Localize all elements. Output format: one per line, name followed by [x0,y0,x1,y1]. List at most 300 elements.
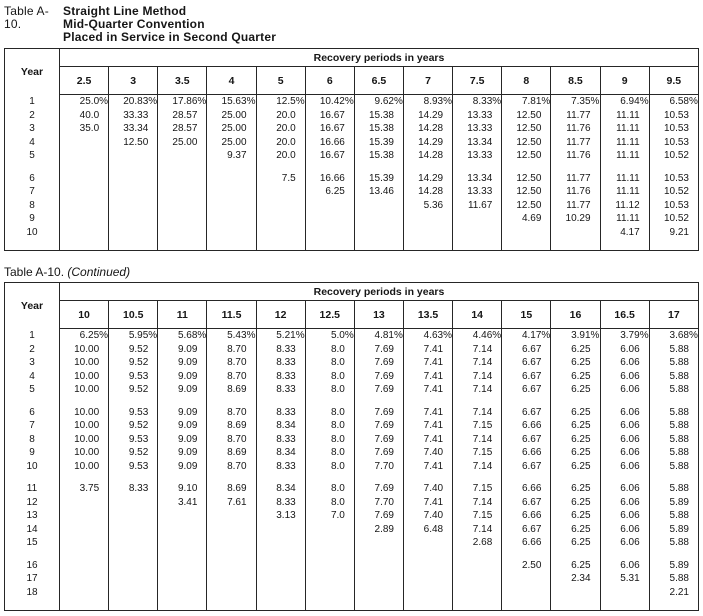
data-cell: 13.33 [453,122,502,136]
data-cell [158,559,207,573]
data-cell [60,536,109,550]
data-cell [403,536,452,550]
data-cell: 12.50 [502,185,551,199]
column-header-10: 10 [60,301,109,329]
data-cell: 7.69 [354,446,403,460]
data-cell: 6.67 [502,370,551,384]
data-cell [354,572,403,586]
data-cell: 9.09 [158,446,207,460]
data-cell: 7.14 [453,460,502,474]
data-cell [109,199,158,213]
data-cell: 5.89 [649,559,698,573]
data-cell: 11.76 [551,122,600,136]
spacer-cell [354,239,403,251]
data-cell: 8.0 [305,419,354,433]
spacer-cell [109,239,158,251]
data-cell: 10.53 [649,172,698,186]
table-row-year-7 [5,185,699,199]
depreciation-table-q2 [4,48,699,251]
data-cell: 7.70 [354,460,403,474]
data-cell: 6.25 [551,536,600,550]
spacer-cell [551,473,600,482]
table-row-year-15 [5,536,699,550]
data-cell: 15.63% [207,95,256,109]
data-cell: 7.69 [354,433,403,447]
data-cell: 7.69 [354,356,403,370]
data-cell [60,509,109,523]
data-cell [158,185,207,199]
year-cell: 4 [29,136,35,148]
data-cell: 3.41 [158,496,207,510]
table1-label: Table A-10. [4,4,49,31]
data-cell: 7.14 [453,433,502,447]
data-cell: 2.50 [502,559,551,573]
spacer-cell [649,550,698,559]
year-column-header: Year [5,49,60,95]
table-row-year-11 [5,482,699,496]
data-cell: 6.25 [551,482,600,496]
spacer-cell [109,550,158,559]
data-cell: 5.95% [109,329,158,343]
data-cell: 6.25 [551,370,600,384]
data-cell: 6.67 [502,356,551,370]
data-cell: 11.11 [600,149,649,163]
data-cell: 8.70 [207,356,256,370]
column-header-2.5: 2.5 [60,67,109,95]
data-cell [256,572,305,586]
data-cell: 8.34 [256,419,305,433]
data-cell [60,559,109,573]
data-cell: 6.66 [502,536,551,550]
data-cell: 5.88 [649,356,698,370]
year-cell: 16 [26,559,38,571]
data-cell: 5.88 [649,343,698,357]
spacer-cell [403,397,452,406]
data-cell: 10.00 [60,343,109,357]
data-cell: 7.15 [453,446,502,460]
data-cell: 8.33 [256,370,305,384]
data-cell: 9.52 [109,343,158,357]
data-cell [207,586,256,600]
data-cell: 9.53 [109,370,158,384]
table-row-year-17 [5,572,699,586]
table2-caption [4,265,699,279]
data-cell [109,523,158,537]
data-cell: 10.00 [60,406,109,420]
data-cell: 6.25 [305,185,354,199]
data-cell: 8.33 [109,482,158,496]
data-cell: 8.34 [256,446,305,460]
data-cell: 3.79% [600,329,649,343]
table-row-year-2 [5,343,699,357]
spacer-cell [600,163,649,172]
spacer-cell [354,473,403,482]
data-cell: 10.53 [649,136,698,150]
data-cell [453,572,502,586]
spacer-cell [502,473,551,482]
data-cell: 7.40 [403,446,452,460]
data-cell: 6.94% [600,95,649,109]
spacer-cell [109,397,158,406]
data-cell: 25.00 [207,136,256,150]
data-cell: 4.63% [403,329,452,343]
data-cell: 25.0% [60,95,109,109]
data-cell: 17.86% [158,95,207,109]
year-cell: 3 [29,123,35,135]
year-cell: 15 [26,537,38,549]
spacer-cell [109,473,158,482]
data-cell [109,586,158,600]
data-cell: 10.52 [649,212,698,226]
spacer-cell [354,599,403,611]
data-cell: 10.42% [305,95,354,109]
data-cell: 10.00 [60,370,109,384]
spacer-cell [60,239,109,251]
data-cell [109,226,158,240]
table-row-year-3 [5,356,699,370]
table-row-year-2 [5,109,699,123]
data-cell: 6.25% [60,329,109,343]
data-cell [158,536,207,550]
data-cell: 16.66 [305,172,354,186]
data-cell: 6.06 [600,509,649,523]
data-cell: 9.09 [158,419,207,433]
data-cell: 7.0 [305,509,354,523]
data-cell: 6.67 [502,343,551,357]
year-cell: 7 [29,420,35,432]
data-cell: 2.21 [649,586,698,600]
data-cell: 11.11 [600,122,649,136]
data-cell: 15.39 [354,136,403,150]
spacer-cell [256,163,305,172]
year-cell: 5 [29,150,35,162]
table2-continued-label: (Continued) [67,265,131,279]
data-cell: 6.06 [600,343,649,357]
data-cell: 10.53 [649,109,698,123]
data-cell: 8.33 [256,406,305,420]
depreciation-table-q2-continued [4,282,699,611]
data-cell [305,212,354,226]
spacer-cell [5,599,60,611]
data-cell: 7.41 [403,460,452,474]
data-cell: 13.34 [453,172,502,186]
data-cell: 11.77 [551,109,600,123]
data-cell: 7.15 [453,482,502,496]
data-cell: 6.06 [600,383,649,397]
data-cell: 5.88 [649,482,698,496]
year-cell: 2 [29,343,35,355]
year-cell: 6 [29,406,35,418]
year-cell: 17 [26,573,38,585]
data-cell: 7.14 [453,383,502,397]
data-cell [551,586,600,600]
spacer-cell [502,239,551,251]
data-cell: 8.33% [453,95,502,109]
spacer-cell [305,163,354,172]
column-header-5: 5 [256,67,305,95]
data-cell: 16.67 [305,109,354,123]
spacer-cell [305,599,354,611]
data-cell [305,586,354,600]
data-cell [158,212,207,226]
data-cell: 20.0 [256,122,305,136]
data-cell: 25.00 [207,109,256,123]
spacer-cell [453,473,502,482]
data-cell: 7.41 [403,406,452,420]
data-cell: 8.70 [207,343,256,357]
spacer-cell [354,163,403,172]
data-cell [600,586,649,600]
data-cell: 12.50 [109,136,158,150]
data-cell: 6.25 [551,356,600,370]
data-cell [109,496,158,510]
data-cell: 10.00 [60,383,109,397]
table-header [5,49,699,95]
data-cell: 6.25 [551,406,600,420]
spacer-cell [551,397,600,406]
spacer-cell [207,599,256,611]
data-cell: 8.33 [256,460,305,474]
data-cell: 11.76 [551,149,600,163]
data-cell: 6.25 [551,509,600,523]
column-header-11.5: 11.5 [207,301,256,329]
data-cell: 6.66 [502,509,551,523]
data-cell: 10.00 [60,460,109,474]
data-cell [256,212,305,226]
data-cell: 7.41 [403,343,452,357]
data-cell: 9.53 [109,460,158,474]
data-cell: 8.33 [256,356,305,370]
data-cell: 11.11 [600,185,649,199]
year-column-header: Year [5,283,60,329]
data-cell [109,509,158,523]
spacer-cell [256,397,305,406]
data-cell [158,199,207,213]
spacer-cell [109,599,158,611]
data-cell: 28.57 [158,122,207,136]
year-cell: 4 [29,370,35,382]
recovery-periods-header: Recovery periods in years [60,49,699,67]
data-cell: 5.88 [649,419,698,433]
data-cell: 10.53 [649,199,698,213]
data-cell: 6.25 [551,559,600,573]
data-cell: 6.66 [502,419,551,433]
table1-title-line-1: Straight Line Method [63,4,187,18]
year-cell: 14 [26,523,38,535]
data-cell: 9.37 [207,149,256,163]
data-cell [305,572,354,586]
data-cell: 20.0 [256,136,305,150]
data-cell [256,523,305,537]
table-row-year-8 [5,433,699,447]
year-cell: 8 [29,199,35,211]
data-cell [207,172,256,186]
data-cell [60,226,109,240]
data-cell [109,185,158,199]
data-cell: 6.25 [551,446,600,460]
data-cell: 6.25 [551,419,600,433]
data-cell [305,226,354,240]
table-row-year-4 [5,136,699,150]
data-cell [305,199,354,213]
data-cell [305,559,354,573]
data-cell: 4.17 [600,226,649,240]
year-cell: 12 [26,496,38,508]
data-cell: 11.67 [453,199,502,213]
data-cell [256,559,305,573]
table1-title-line-2: Mid-Quarter Convention [63,17,205,31]
data-cell: 16.66 [305,136,354,150]
spacer-cell [600,473,649,482]
data-cell: 9.53 [109,433,158,447]
data-cell [158,172,207,186]
column-header-3: 3 [109,67,158,95]
spacer-cell [5,550,60,559]
spacer-cell [5,239,60,251]
header-row-periods [5,67,699,95]
data-cell: 14.29 [403,109,452,123]
column-header-17: 17 [649,301,698,329]
data-cell [453,226,502,240]
data-cell: 7.35% [551,95,600,109]
data-cell: 6.06 [600,496,649,510]
data-cell: 4.69 [502,212,551,226]
spacer-cell [551,550,600,559]
data-cell: 7.14 [453,343,502,357]
data-cell: 4.46% [453,329,502,343]
spacer-cell [305,550,354,559]
table-row-year-1 [5,329,699,343]
data-cell [60,212,109,226]
column-header-15: 15 [502,301,551,329]
data-cell [354,212,403,226]
data-cell: 6.25 [551,343,600,357]
data-cell [502,226,551,240]
data-cell: 13.34 [453,136,502,150]
data-cell: 12.50 [502,199,551,213]
data-cell: 5.31 [600,572,649,586]
data-cell [453,212,502,226]
data-cell: 5.68% [158,329,207,343]
column-header-7.5: 7.5 [453,67,502,95]
data-cell: 35.0 [60,122,109,136]
data-cell: 8.0 [305,356,354,370]
header-row-span [5,49,699,67]
data-cell: 11.77 [551,172,600,186]
data-cell: 5.89 [649,496,698,510]
spacer-row [5,239,699,251]
data-cell: 9.09 [158,343,207,357]
data-cell [60,185,109,199]
data-cell [551,226,600,240]
data-cell: 7.14 [453,406,502,420]
data-cell: 14.28 [403,122,452,136]
spacer-row [5,550,699,559]
data-cell: 9.52 [109,383,158,397]
data-cell: 2.68 [453,536,502,550]
table-row-year-16 [5,559,699,573]
column-header-11: 11 [158,301,207,329]
data-cell: 7.69 [354,482,403,496]
data-cell: 5.88 [649,509,698,523]
table-row-year-13 [5,509,699,523]
data-cell: 5.36 [403,199,452,213]
spacer-cell [403,239,452,251]
year-cell: 9 [29,447,35,459]
data-cell: 9.09 [158,383,207,397]
column-header-6.5: 6.5 [354,67,403,95]
data-cell [207,536,256,550]
data-cell: 10.29 [551,212,600,226]
spacer-cell [649,163,698,172]
data-cell [256,185,305,199]
data-cell [207,572,256,586]
column-header-12.5: 12.5 [305,301,354,329]
data-cell: 8.0 [305,446,354,460]
year-cell: 1 [29,330,35,341]
data-cell: 14.29 [403,136,452,150]
data-cell: 3.68% [649,329,698,343]
year-cell: 5 [29,384,35,396]
table2-label: Table A-10. [4,265,65,279]
spacer-cell [551,163,600,172]
data-cell: 9.52 [109,356,158,370]
spacer-cell [453,163,502,172]
spacer-cell [354,397,403,406]
data-cell: 7.69 [354,509,403,523]
column-header-16: 16 [551,301,600,329]
data-cell [109,572,158,586]
spacer-cell [207,163,256,172]
data-cell: 8.0 [305,370,354,384]
data-cell [60,496,109,510]
table1-title-line-3: Placed in Service in Second Quarter [63,30,277,44]
spacer-cell [600,550,649,559]
data-cell [354,586,403,600]
data-cell: 7.41 [403,370,452,384]
column-header-13.5: 13.5 [403,301,452,329]
data-cell: 8.0 [305,383,354,397]
column-header-8.5: 8.5 [551,67,600,95]
spacer-cell [60,163,109,172]
data-cell: 10.00 [60,356,109,370]
data-cell: 7.15 [453,419,502,433]
spacer-cell [600,239,649,251]
data-cell [207,509,256,523]
data-cell: 6.06 [600,356,649,370]
spacer-cell [60,599,109,611]
data-cell [453,586,502,600]
year-cell: 10 [26,226,38,238]
data-cell [256,226,305,240]
data-cell [109,536,158,550]
data-cell: 2.89 [354,523,403,537]
data-cell: 8.0 [305,406,354,420]
data-cell: 15.38 [354,109,403,123]
table-row-year-14 [5,523,699,537]
data-cell: 7.81% [502,95,551,109]
data-cell: 25.00 [158,136,207,150]
data-cell: 9.52 [109,446,158,460]
data-cell: 6.66 [502,446,551,460]
data-cell: 6.67 [502,433,551,447]
table-row-year-18 [5,586,699,600]
spacer-cell [649,239,698,251]
spacer-cell [158,397,207,406]
data-cell: 11.11 [600,212,649,226]
spacer-row [5,473,699,482]
spacer-cell [207,473,256,482]
